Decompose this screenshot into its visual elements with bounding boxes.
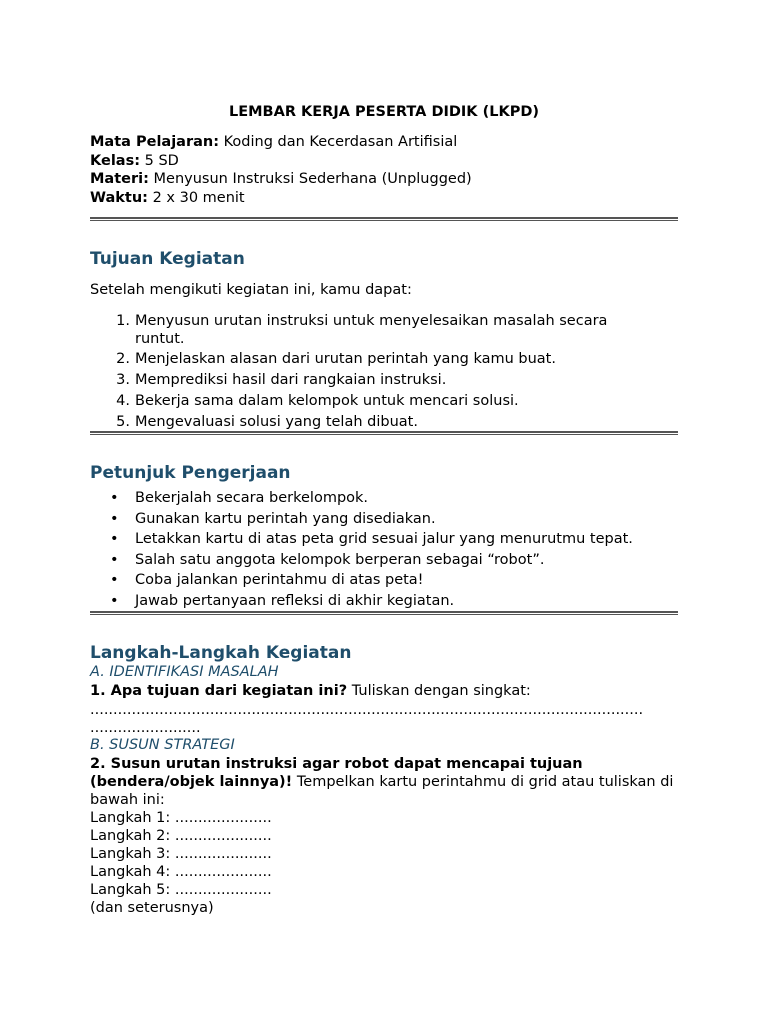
meta-topic: Materi: Menyusun Instruksi Sederhana (Unplugged)	[90, 171, 472, 187]
section-heading-petunjuk: Petunjuk Pengerjaan	[90, 463, 291, 483]
section-heading-langkah: Langkah-Langkah Kegiatan	[90, 643, 352, 663]
step-line[interactable]: Langkah 5: .....................	[90, 882, 272, 898]
list-item: 2. Menjelaskan alasan dari urutan perintah yang kamu buat.	[116, 351, 556, 367]
meta-info	[90, 133, 472, 207]
steps-list	[90, 809, 678, 917]
list-item: 1. Menyusun urutan instruksi untuk menyelesaikan masalah secara runtut.	[116, 313, 608, 347]
list-item: • Jawab pertanyaan refleksi di akhir kegiatan.	[110, 592, 455, 609]
tujuan-intro: Setelah mengikuti kegiatan ini, kamu dapat:	[90, 282, 412, 298]
section-heading-tujuan: Tujuan Kegiatan	[90, 249, 245, 269]
list-item: • Coba jalankan perintahmu di atas peta!	[110, 572, 424, 588]
step-line[interactable]: Langkah 2: .....................	[90, 828, 272, 844]
step-line[interactable]: Langkah 3: .....................	[90, 846, 272, 862]
question-1: 1. Apa tujuan dari kegiatan ini? Tuliskan dengan singkat:	[90, 683, 531, 699]
steps-continue-note: (dan seterusnya)	[90, 900, 214, 916]
list-item: • Letakkan kartu di atas peta grid sesuai jalur yang menurutmu tepat.	[110, 531, 633, 547]
petunjuk-list	[90, 489, 678, 610]
step-line[interactable]: Langkah 1: .....................	[90, 810, 272, 826]
divider	[90, 217, 678, 221]
question-2: 2. Susun urutan instruksi agar robot dapat mencapai tujuan (bendera/objek lainnya)! Tempelkan kartu perintahmu di grid atau tuliskan di bawah ini:	[90, 756, 674, 808]
meta-class: Kelas: 5 SD	[90, 152, 179, 169]
page-title: LEMBAR KERJA PESERTA DIDIK (LKPD)	[228, 104, 539, 120]
meta-subject: Mata Pelajaran: Koding dan Kecerdasan Artifisial	[90, 134, 458, 150]
subsection-b: B. SUSUN STRATEGI	[90, 737, 235, 753]
divider	[90, 611, 678, 615]
subsection-a: A. IDENTIFIKASI MASALAH	[90, 664, 279, 680]
list-item: • Bekerjalah secara berkelompok.	[110, 490, 369, 506]
tujuan-list	[90, 312, 678, 431]
list-item: 4. Bekerja sama dalam kelompok untuk mencari solusi.	[116, 393, 519, 409]
divider	[90, 431, 678, 435]
step-line[interactable]: Langkah 4: .....................	[90, 864, 272, 880]
list-item: 5. Mengevaluasi solusi yang telah dibuat.	[116, 414, 418, 430]
list-item: 3. Memprediksi hasil dari rangkaian instruksi.	[116, 372, 447, 388]
answer-line[interactable]: ........................................................................................................................	[90, 702, 644, 718]
meta-time: Waktu: 2 x 30 menit	[90, 189, 245, 206]
list-item: • Gunakan kartu perintah yang disediakan.	[110, 510, 436, 527]
list-item: • Salah satu anggota kelompok berperan sebagai “robot”.	[110, 551, 545, 568]
answer-line[interactable]: ........................	[90, 720, 201, 736]
